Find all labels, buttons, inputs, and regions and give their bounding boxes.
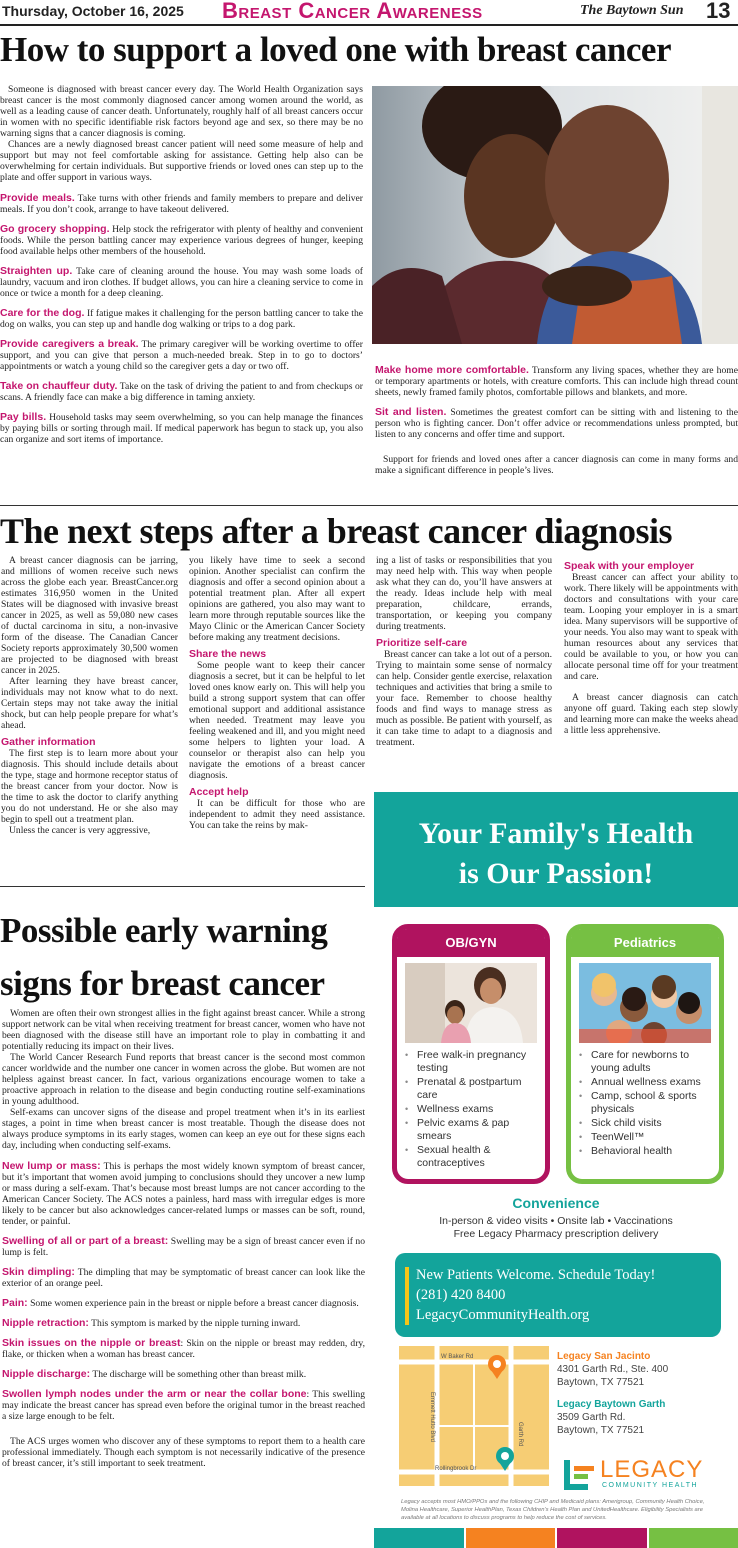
- article1-intro-1: Someone is diagnosed with breast cancer every day. The World Health Organization says breast cancer is the most commonly diagnosed cancer among women around the world, as well as a leading cause of cancer death. Unfortunately, roughly half of all breast cancers occur in women with no specific identifiable risk factors beyond age and sex, so there may be no warning signs that a cancer diagnosis is coming.: [0, 84, 363, 139]
- sign-item-text: : Skin on the nipple or breast may redden, dry, flake, or thicken when a woman has breast cancer.: [2, 1338, 365, 1360]
- cta-line: New Patients Welcome. Schedule Today!: [416, 1267, 656, 1283]
- paragraph: you likely have time to seek a second opinion. Another specialist can confirm the diagnosis and offer a second opinion about a potential treatment plan. After all expert opinions are gathered, you also may want to learn more through reputable sources like the Mayo Clinic or the American Cancer Society before making any treatment decisions.: [189, 555, 365, 643]
- paragraph: A breast cancer diagnosis can be jarring, and millions of women receive such news across the globe each year. BreastCancer.org estimates 316,950 women in the United States will be diagnosed with invasive breast cancer in 2025, as well as 59,080 new cases of ductal carcinoma in situ, a non-invasive form of the disease. The Canadian Cancer Society reports approximately 30,500 women are projected to be diagnosed with breast cancer in 2025.: [1, 555, 178, 676]
- divider: [0, 505, 738, 506]
- service-item: • TeenWell™: [577, 1131, 713, 1144]
- tip-item: [0, 381, 363, 403]
- tip-item: [0, 308, 363, 330]
- article1-intro-2: Chances are a newly diagnosed breast cancer patient will need some measure of help and support but may not feel comfortable asking for assistance. Getting help also can be overwhelming for certain individuals. But supportive friends or loved ones can step up to the plate and offer support in various ways.: [0, 139, 363, 183]
- article1-right-body: [375, 365, 738, 476]
- tip-item-text: Take turns with other friends and family members to prepare and deliver meals. If you don’t cook, arrange to have takeout delivered.: [0, 193, 364, 215]
- paragraph: ing a list of tasks or responsibilities that you may need help with. This way when people ask what they can do, you’ll have answers at the ready. Ideas include help with meal preparation, childcare, errands, transportation, or keeping you company during treatments.: [376, 555, 552, 632]
- article2-col2: [189, 555, 365, 831]
- cta-website[interactable]: LegacyCommunityHealth.org: [416, 1307, 590, 1323]
- tip-item: [375, 407, 738, 440]
- article2-col1: [1, 555, 178, 836]
- sign-item-heading: Skin dimpling:: [2, 1266, 75, 1278]
- fineprint: Legacy accepts most HMO/PPOs and the following CHIP and Medicaid plans: Amerigroup, Community Health Choice, Molina Healthcare, Superior HealthPlan, Texas Children’s Health Plan and UnitedHealthcare. Eligibility Specialists are available at all locations to discuss programs to help reduce the cost of services.: [401, 1499, 705, 1521]
- paragraph: Unless the cancer is very aggressive,: [9, 825, 151, 836]
- location-city: Baytown, TX 77521: [557, 1377, 645, 1388]
- cta-box: [395, 1253, 721, 1337]
- article3-closing: The ACS urges women who discover any of these symptoms to report them to a health care professional immediately. Though each symptom is not necessarily indicative of the presence of breast cancer, it’s still important to seek treatment.: [2, 1436, 365, 1469]
- service-item: • Free walk-in pregnancy testing: [403, 1049, 539, 1075]
- sign-item-text: This is perhaps the most widely known symptom of breast cancer, but it’s important that women avoid jumping to conclusions should they uncover a new lump or mass during a self-exam. That’s because most breast lumps are not cancer according to the American Cancer Society. The ACS notes a painless, hard mass with irregular edges is more likely to be cancer but also acknowledges cancer-related lumps or masses can be soft, round, tender, or painful.: [2, 1161, 365, 1227]
- subhead: Speak with your employer: [564, 560, 695, 572]
- sign-item-heading: Nipple discharge:: [2, 1368, 91, 1380]
- article1-title: How to support a loved one with breast cancer: [0, 30, 671, 69]
- tip-item-text: The primary caregiver will be working overtime to offer support, and you can give that person a much-needed break. Step in to go to doctors’ appointments or watch a young child so the caregiver gets a day or two off.: [0, 339, 363, 372]
- service-item: • Wellness exams: [403, 1103, 539, 1116]
- tip-item-text: If fatigue makes it challenging for the person battling cancer to take the dog on walks, you can step up and handle dog walking or trips to a dog park.: [0, 308, 363, 330]
- paragraph: After learning they have breast cancer, individuals may not know what to do next. Certain steps may not take away the initial shock, but can help people prepare for what’s ahead.: [1, 676, 178, 731]
- tip-item: [0, 266, 363, 299]
- service-item: • Camp, school & sports physicals: [577, 1090, 713, 1116]
- article3-intro-3: Self-exams can uncover signs of the disease and propel treatment when it’s in its earliest stages, a point in time when breast cancer is most treatable. Though the disease does not always produce symptoms in its early stages, women can keep an eye out for these signs each day, including when conducting self-exams.: [2, 1107, 365, 1151]
- photo-two-women: [372, 86, 738, 344]
- service-item: • Pelvic exams & pap smears: [403, 1117, 539, 1143]
- tip-item: [0, 193, 363, 215]
- sign-item: [2, 1318, 365, 1329]
- spacer: [564, 682, 738, 692]
- sign-item-text: This symptom is marked by the nipple turning inward.: [88, 1318, 301, 1329]
- ad-banner: [374, 792, 738, 907]
- map-road-label: Rollingbrook Dr: [435, 1466, 477, 1472]
- page-number: 13: [706, 0, 731, 23]
- map-road-label: W Baker Rd: [441, 1354, 474, 1360]
- service-item: • Care for newborns to young adults: [577, 1049, 713, 1075]
- sign-item: [2, 1389, 365, 1422]
- tip-item-text: Household tasks may seem overwhelming, so you can help manage the finances by paying bills or sorting through mail. If medical paperwork has begun to stack up, you also can organize and sort items of importance.: [0, 412, 363, 445]
- paragraph: Some people want to keep their cancer diagnosis a secret, but it can be helpful to let loved ones know early on. This will help you build a strong support system that can offer emotional support and additional assistance when needed. Treatment may leave you feeling weakened and ill, and you might need some helpers to lighten your load. A counselor or therapist also can help you navigate the emotions of a breast cancer diagnosis.: [189, 660, 365, 781]
- tip-item-heading: Go grocery shopping.: [0, 223, 110, 235]
- tip-item-text: Transform any living spaces, whether they are home or temporary apartments or hotels, with creature comforts. This can include high thread count sheets, newly framed family photos, comfortable pillows and blankets, and more.: [375, 365, 738, 398]
- convenience-title: Convenience: [512, 1195, 600, 1211]
- logo-wordmark: LEGACY: [600, 1456, 704, 1483]
- paper-name: The Baytown Sun: [580, 3, 684, 18]
- tip-item-heading: Make home more comfortable.: [375, 364, 529, 376]
- tip-item-heading: Take on chauffeur duty.: [0, 380, 118, 392]
- location-baytown-garth: [557, 1398, 665, 1437]
- page-header: [0, 0, 738, 26]
- service-item: • Annual wellness exams: [577, 1076, 713, 1089]
- tip-item-text: Sometimes the greatest comfort can be sitting with and listening to the person who is fighting cancer. Don’t offer advice or recommendations unless prompted, but listen to any concerns and offer time and support.: [375, 407, 738, 440]
- sign-item-text: The discharge will be something other than breast milk.: [90, 1369, 307, 1380]
- sign-item: [2, 1236, 365, 1258]
- service-item: • Behavioral health: [577, 1145, 713, 1158]
- subhead: Accept help: [189, 786, 249, 798]
- location-city: Baytown, TX 77521: [557, 1425, 645, 1436]
- color-bar: [374, 1528, 738, 1548]
- ad-headline-2: is Our Passion!: [458, 857, 654, 890]
- tip-item: [0, 412, 363, 445]
- article1-body: [0, 84, 363, 454]
- location-san-jacinto: [557, 1350, 668, 1389]
- cta-phone[interactable]: (281) 420 8400: [416, 1287, 506, 1303]
- sign-item: [2, 1161, 365, 1227]
- tip-item-heading: Pay bills.: [0, 411, 47, 423]
- sign-item-text: Swelling may be a sign of breast cancer even if no lump is felt.: [2, 1236, 365, 1258]
- service-item: • Prenatal & postpartum care: [403, 1076, 539, 1102]
- tip-item-heading: Provide meals.: [0, 192, 75, 204]
- service-item: • Sexual health & contraceptives: [403, 1144, 539, 1170]
- sign-item-heading: Nipple retraction:: [2, 1317, 89, 1329]
- photo-children-group: [579, 963, 711, 1043]
- sign-item-heading: Swollen lymph nodes under the arm or near the collar bone: [2, 1388, 307, 1400]
- paragraph: A breast cancer diagnosis can catch anyone off guard. Taking each step slowly and learning more can make the weeks ahead a little less apprehensive.: [564, 692, 738, 736]
- article3-body: [2, 1008, 365, 1469]
- sign-item: [2, 1369, 365, 1380]
- location-map: [399, 1346, 549, 1486]
- sign-item: [2, 1298, 365, 1309]
- logo-subtitle: COMMUNITY HEALTH: [602, 1482, 699, 1489]
- sign-item-heading: Swelling of all or part of a breast:: [2, 1235, 169, 1247]
- paragraph: Breast cancer can take a lot out of a person. Trying to maintain some sense of normalcy can help. Consider gentle exercise, relaxation techniques and activities that bring a smile to your face. Remember to choose healthy foods and find ways to manage stress as much as possible. Be patient with yourself, as it can take time to adapt to a diagnosis and treatment.: [376, 649, 552, 748]
- article2-title: The next steps after a breast cancer diagnosis: [0, 511, 672, 551]
- article2-col4: [564, 555, 738, 736]
- location-address: 3509 Garth Rd.: [557, 1412, 626, 1423]
- location-name: Legacy Baytown Garth: [557, 1399, 666, 1410]
- sign-item-text: : This swelling may indicate the breast cancer has spread even before the original tumor in the breast reached a size large enough to be felt.: [2, 1389, 365, 1422]
- article3-title: Possible early warning signs for breast cancer: [0, 911, 328, 1003]
- paragraph: It can be difficult for those who are independent to admit they need assistance. You can take the reins by mak-: [189, 798, 365, 831]
- photo-pregnant-mother: [405, 963, 537, 1043]
- tip-item-heading: Straighten up.: [0, 265, 73, 277]
- subhead: Share the news: [189, 648, 267, 660]
- pediatrics-card: [566, 924, 724, 1184]
- paragraph: The first step is to learn more about your diagnosis. This should include details about the type, stage and hormone receptor status of the breast cancer from your doctor. Now is the time to ask the doctor to clarify anything you do not understand. He or she also may begin to spell out a treatment plan.: [1, 748, 178, 825]
- subhead: Prioritize self-care: [376, 637, 468, 649]
- tip-item-text: Help stock the refrigerator with plenty of healthy and convenient foods. While the person battling cancer may experience various degrees of hunger, keeping food available helps other members of the household.: [0, 224, 363, 257]
- ad-headline-1: Your Family's Health: [418, 817, 694, 850]
- legacy-mark-icon: [562, 1458, 596, 1492]
- map-road-label: Emmett Hutto Blvd: [429, 1392, 435, 1443]
- tip-item-text: Take on the task of driving the patient to and from checkups or scans. A friendly face can make a big difference in taming anxiety.: [0, 381, 363, 403]
- divider: [0, 886, 365, 887]
- service-item: • Sick child visits: [577, 1117, 713, 1130]
- issue-date: Thursday, October 16, 2025: [2, 3, 184, 19]
- sign-item: [2, 1338, 365, 1360]
- article3-intro-1: Women are often their own strongest allies in the fight against breast cancer. While a strong support network can be vital when receiving treatment for breast cancer, women who have not been diagnosed with the disease still have an important role to play in combatting it and potentially reducing its impact on their lives.: [2, 1008, 365, 1052]
- section-title: Breast Cancer Awareness: [222, 0, 483, 23]
- tip-item: [0, 224, 363, 257]
- sign-item-heading: Skin issues on the nipple or breast: [2, 1337, 181, 1349]
- obgyn-card: [392, 924, 550, 1184]
- sign-item: [2, 1267, 365, 1289]
- tip-item-heading: Provide caregivers a break.: [0, 338, 139, 350]
- tip-item-heading: Care for the dog.: [0, 307, 85, 319]
- sign-item-heading: Pain:: [2, 1297, 28, 1309]
- obgyn-title: OB/GYN: [397, 929, 545, 957]
- convenience-line-2: Free Legacy Pharmacy prescription delivery: [453, 1228, 659, 1240]
- article1-closing: Support for friends and loved ones after a cancer diagnosis can come in many forms and make a significant difference in people’s lives.: [375, 454, 738, 476]
- article3-intro-2: The World Cancer Research Fund reports that breast cancer is the second most common cancer worldwide and the number one cancer in women across the globe. But women are not helpless against breast cancer. In fact, various organizations encourage women to take a proactive approach in relation to the disease and begin conducting routine self-examinations in young adulthood.: [2, 1052, 365, 1107]
- location-name: Legacy San Jacinto: [557, 1351, 651, 1362]
- sign-item-text: The dimpling that may be symptomatic of breast cancer can look like the exterior of an orange peel.: [2, 1267, 365, 1289]
- location-address: 4301 Garth Rd., Ste. 400: [557, 1364, 669, 1375]
- convenience-line-1: In-person & video visits • Onsite lab • Vaccinations: [439, 1215, 673, 1227]
- tip-item: [0, 339, 363, 372]
- paragraph: Breast cancer can affect your ability to work. There likely will be appointments with doctors and consultations with your care team. Looping your employer in is a smart idea. Many supervisors will be supportive of your needs. You also may want to speak with human resources about any services that could be available to you, or how you can allocate personal time off for your treatment and care.: [564, 572, 738, 682]
- map-road-label: Garth Rd: [517, 1422, 523, 1447]
- article2-col3: [376, 555, 552, 748]
- tip-item-heading: Sit and listen.: [375, 406, 447, 418]
- legacy-logo: [562, 1457, 712, 1493]
- cta-accent-bar: [405, 1267, 409, 1325]
- sign-item-text: Some women experience pain in the breast or nipple before a breast cancer diagnosis.: [27, 1298, 359, 1309]
- tip-item-text: Take care of cleaning around the house. You may wash some loads of laundry, vacuum and iron clothes. If budget allows, you can hire a cleaning service to come in once or twice a month for a deep cleaning.: [0, 266, 363, 299]
- pediatrics-title: Pediatrics: [571, 929, 719, 957]
- subhead: Gather information: [1, 736, 96, 748]
- tip-item: [375, 365, 738, 398]
- sign-item-heading: New lump or mass:: [2, 1160, 101, 1172]
